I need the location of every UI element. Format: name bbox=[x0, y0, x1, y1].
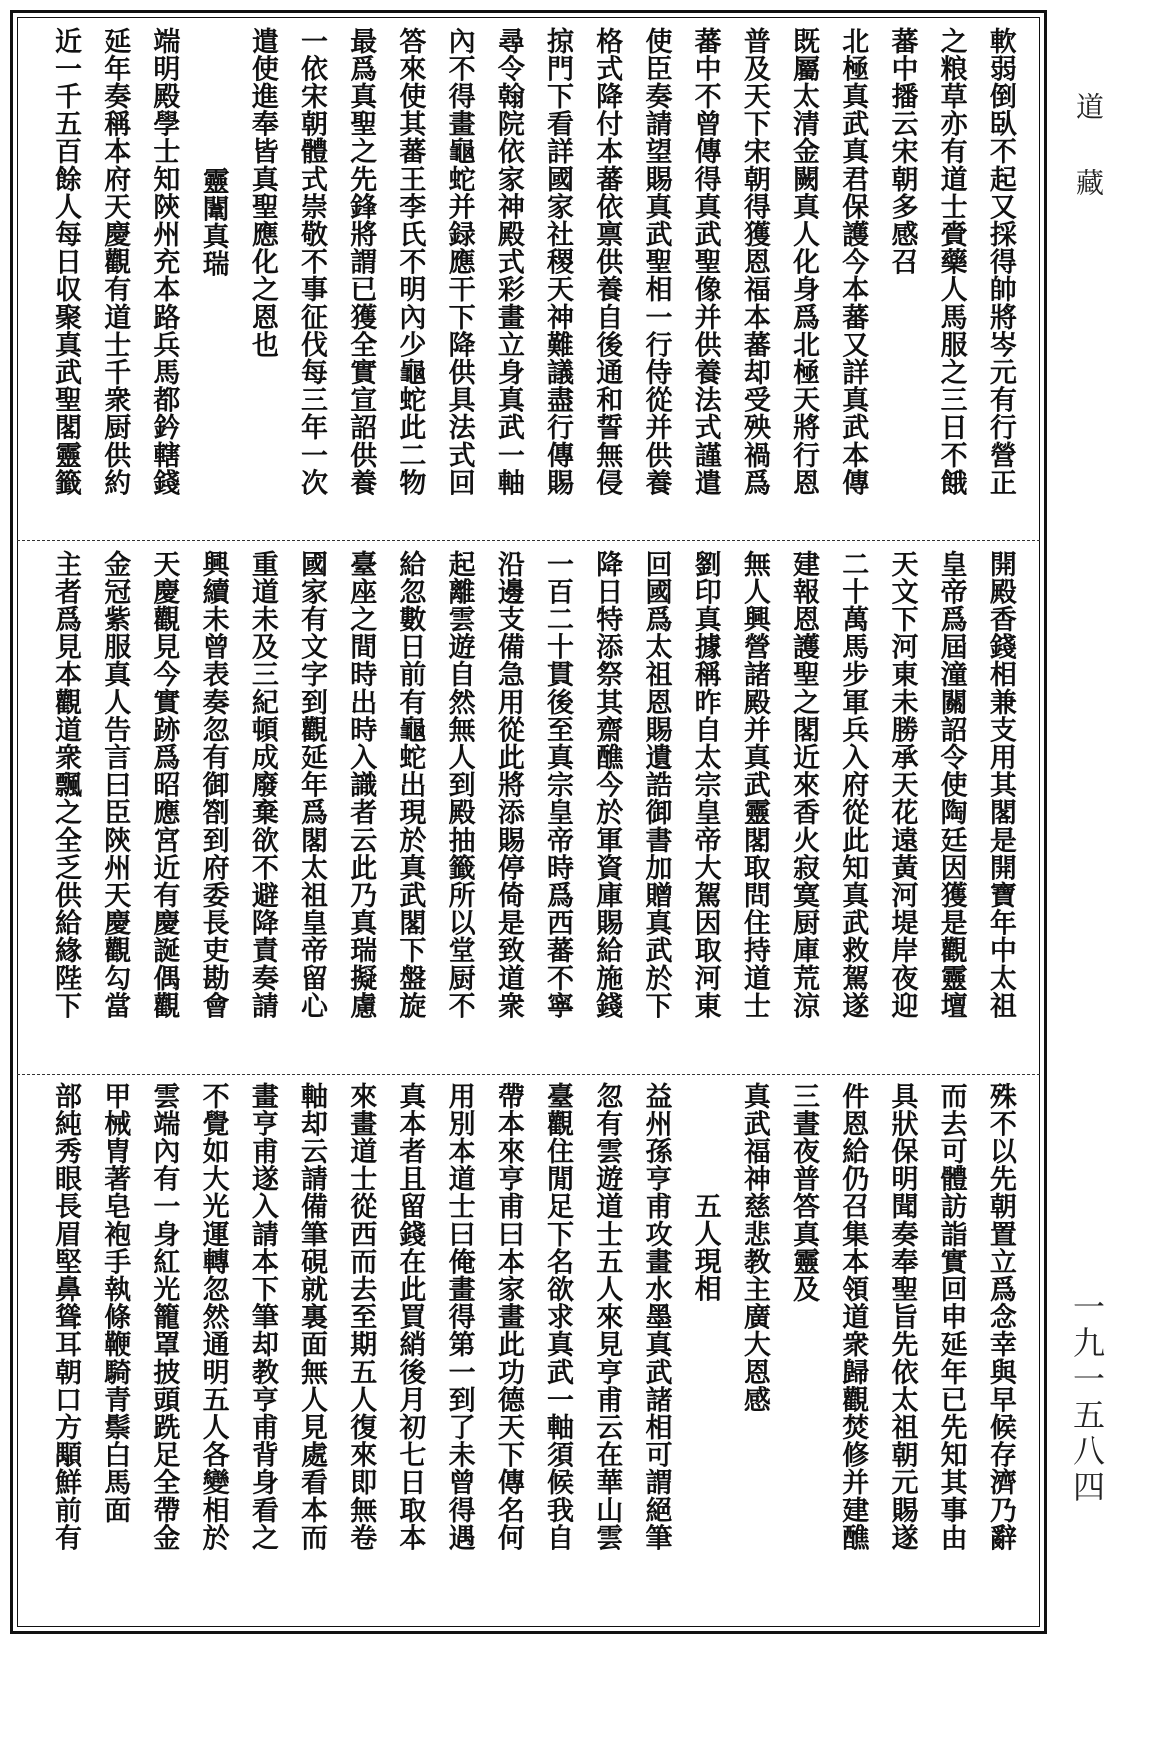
text-column: 回國爲太祖恩賜遺誥御書加贈真武於下 bbox=[640, 550, 672, 1020]
text-column: 無人興營諸殿并真武靈閣取問住持道士 bbox=[738, 550, 770, 1020]
text-column: 甲械胄著皂袍手執條鞭騎青鬃白馬面 bbox=[99, 1082, 131, 1524]
text-column: 建報恩護聖之閣近來香火寂寞厨庫荒涼 bbox=[788, 550, 820, 1020]
text-column: 臺座之間時出時入識者云此乃真瑞擬慮 bbox=[345, 550, 377, 1020]
text-column: 內不得畫龜蛇并録應干下降供具法式回 bbox=[443, 27, 475, 497]
text-block-upper bbox=[13, 27, 1044, 539]
text-column: 給忽數日前有龜蛇出現於真武閣下盤旋 bbox=[394, 550, 426, 1020]
text-column: 起離雲遊自然無人到殿抽籤所以堂厨不 bbox=[443, 550, 475, 1020]
text-column: 普及天下宋朝得獲恩福本蕃却受殃禍爲 bbox=[738, 27, 770, 497]
text-column: 不覺如大光運轉忽然通明五人各變相於 bbox=[197, 1082, 229, 1552]
text-column: 開殿香錢相兼支用其閣是開寶年中太祖 bbox=[984, 550, 1016, 1020]
text-column: 帶本來亨甫曰本家畫此功德天下傳名何 bbox=[492, 1082, 524, 1552]
text-column: 沿邊支備急用從此將添賜停倚是致道衆 bbox=[492, 550, 524, 1020]
block-divider bbox=[17, 540, 1040, 541]
text-column: 興續未曾表奏忽有御劄到府委長吏勘會 bbox=[197, 550, 229, 1020]
text-column: 延年奏稱本府天慶觀有道士千衆厨供約 bbox=[99, 27, 131, 497]
text-column: 真本者且留錢在此買綃後月初七日取本 bbox=[394, 1082, 426, 1552]
page-number: 一九一五八四 bbox=[1068, 1290, 1106, 1506]
text-block-middle bbox=[13, 550, 1044, 1070]
text-column: 軸却云請備筆硯就裏面無人見處看本而 bbox=[296, 1082, 328, 1552]
text-column: 重道未及三紀頓成廢棄欲不避降責奏請 bbox=[246, 550, 278, 1020]
text-column: 來畫道士從西而去至期五人復來即無卷 bbox=[345, 1082, 377, 1552]
text-column: 遣使進奉皆真聖應化之恩也 bbox=[246, 27, 278, 359]
collection-label: 道藏 bbox=[1072, 92, 1105, 244]
text-column: 使臣奏請望賜真武聖相一行侍從并供養 bbox=[640, 27, 672, 497]
section-heading: 五人現相 bbox=[689, 1192, 721, 1303]
text-column: 尋令翰院依家神殿式彩畫立身真武一軸 bbox=[492, 27, 524, 497]
text-column: 端明殿學士知陝州充本路兵馬都鈐轄錢 bbox=[148, 27, 180, 497]
block-divider bbox=[17, 1074, 1040, 1075]
text-column: 最爲真聖之先鋒將謂已獲全實宣詔供養 bbox=[345, 27, 377, 497]
text-column: 降日特添祭其齋醮今於軍資庫賜給施錢 bbox=[591, 550, 623, 1020]
text-column: 格式降付本蕃依禀供養自後通和誓無侵 bbox=[591, 27, 623, 497]
text-column: 而去可體訪詣實回申延年已先知其事由 bbox=[935, 1082, 967, 1552]
text-column: 蕃中播云宋朝多感召 bbox=[886, 27, 918, 276]
section-heading: 靈闈真瑞 bbox=[197, 167, 229, 278]
text-column: 答來使其蕃王李氏不明內少龜蛇此二物 bbox=[394, 27, 426, 497]
text-column: 近一千五百餘人每日収聚真武聖閣靈籤 bbox=[50, 27, 81, 497]
text-block-lower bbox=[13, 1082, 1044, 1627]
text-column: 掠門下看詳國家社稷天神難議盡行傳賜 bbox=[542, 27, 574, 497]
text-column: 真武福神慈悲教主廣大恩感 bbox=[738, 1082, 770, 1414]
text-column: 一依宋朝體式崇敬不事征伐每三年一次 bbox=[296, 27, 328, 497]
text-column: 之粮草亦有道士賫藥人馬服之三日不餓 bbox=[935, 27, 967, 497]
text-column: 忽有雲遊道士五人來見亨甫云在華山雲 bbox=[591, 1082, 623, 1552]
text-column: 用別本道士曰俺畫得第一到了未曾得遇 bbox=[443, 1082, 475, 1552]
text-column: 三晝夜普答真靈及 bbox=[788, 1082, 820, 1303]
text-column: 主者爲見本觀道衆飄之全乏供給緣陛下 bbox=[50, 550, 81, 1020]
page-frame bbox=[10, 10, 1047, 1634]
text-column: 件恩給仍召集本領道衆歸觀焚修并建醮 bbox=[837, 1082, 869, 1552]
text-column: 金冠紫服真人告言曰臣陝州天慶觀勾當 bbox=[99, 550, 131, 1020]
text-column: 既屬太清金闕真人化身爲北極天將行恩 bbox=[788, 27, 820, 497]
text-column: 一百二十貫後至真宗皇帝時爲西蕃不寧 bbox=[542, 550, 574, 1020]
text-column: 國家有文字到觀延年爲閣太祖皇帝留心 bbox=[296, 550, 328, 1020]
text-column: 益州孫亨甫攻畫水墨真武諸相可謂絕筆 bbox=[640, 1082, 672, 1552]
text-column: 臺觀住閒足下名欲求真武一軸須候我自 bbox=[542, 1082, 574, 1552]
text-column: 天文下河東未勝承天花遠黃河堤岸夜迎 bbox=[886, 550, 918, 1020]
text-column: 雲端內有一身紅光籠罩披頭跣足全帶金 bbox=[148, 1082, 180, 1552]
text-column: 天慶觀見今實跡爲昭應宮近有慶誕偶觀 bbox=[148, 550, 180, 1020]
text-column: 北極真武真君保護今本蕃又詳真武本傳 bbox=[837, 27, 869, 497]
text-column: 畫亨甫遂入請本下筆却教亨甫背身看之 bbox=[246, 1082, 278, 1552]
text-column: 部純秀眼長眉堅鼻聳耳朝口方顒鮮前有 bbox=[50, 1082, 81, 1552]
text-column: 殊不以先朝置立爲念幸與早候存濟乃辭 bbox=[984, 1082, 1016, 1552]
text-column: 軟弱倒臥不起又採得帥將岑元有行營正 bbox=[984, 27, 1016, 497]
text-column: 蕃中不曾傳得真武聖像并供養法式謹遣 bbox=[689, 27, 721, 497]
text-column: 具狀保明聞奏奉聖旨先依太祖朝元賜遂 bbox=[886, 1082, 918, 1552]
text-column: 劉印真據稱昨自太宗皇帝大駕因取河東 bbox=[689, 550, 721, 1020]
text-column: 二十萬馬步軍兵入府從此知真武救駕遂 bbox=[837, 550, 869, 1020]
text-column: 皇帝爲屆潼關詔令使陶廷因獲是觀靈壇 bbox=[935, 550, 967, 1020]
